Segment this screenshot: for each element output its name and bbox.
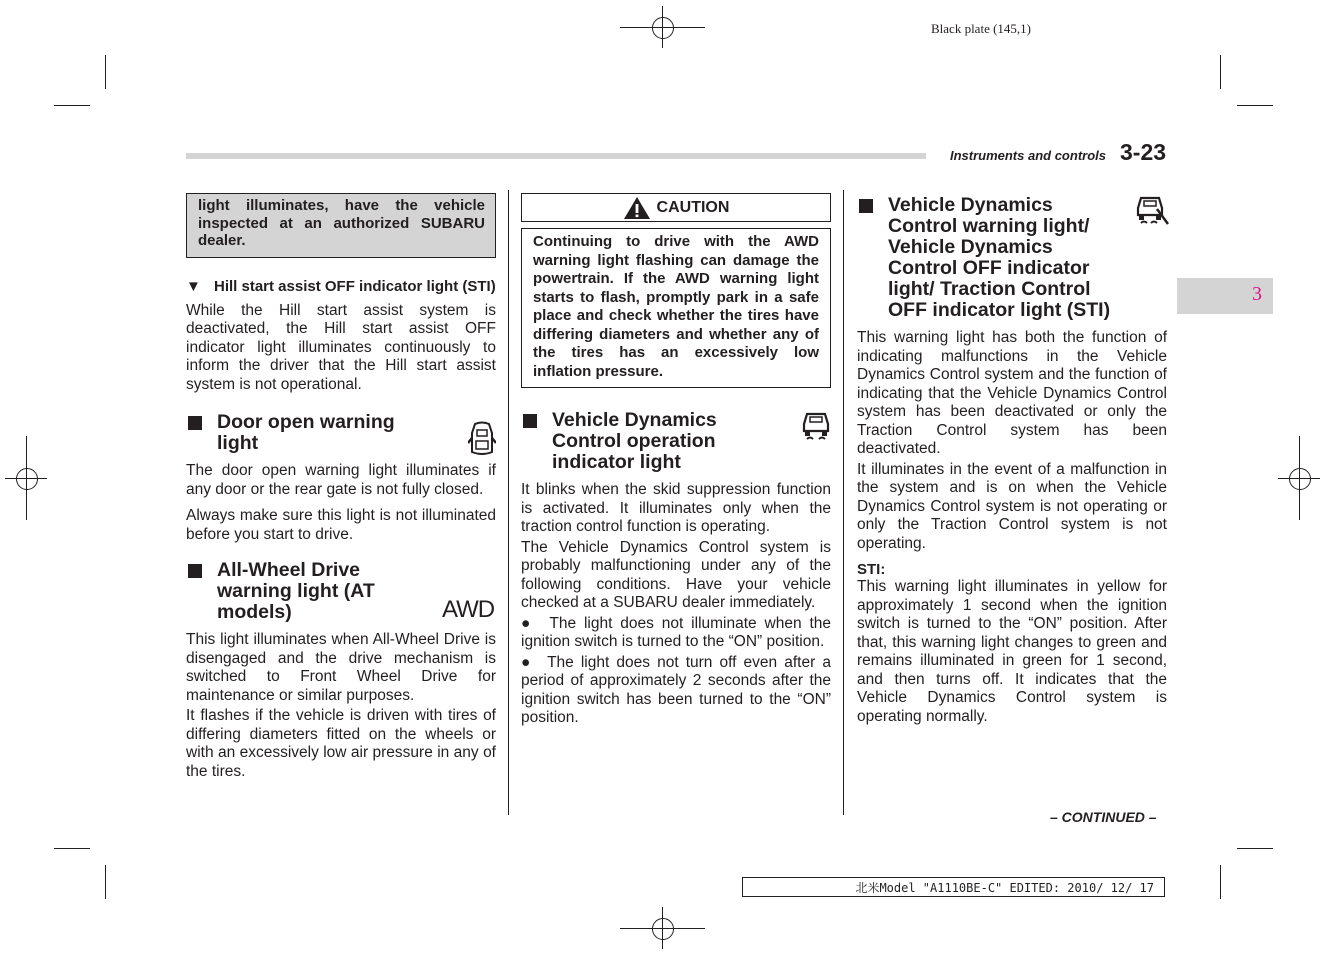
square-bullet-icon <box>859 199 873 213</box>
chapter-tab <box>1177 278 1273 314</box>
column-divider <box>843 190 844 815</box>
heading-text: Vehicle Dynamics Control warning light/ Vehicle Dynamics Control OFF indicator light/ Traction Control OFF indicator light (STI) <box>888 194 1111 321</box>
subheading <box>186 278 496 296</box>
section-heading <box>186 412 416 454</box>
section-heading <box>186 560 426 623</box>
vehicle-skid-off-icon <box>1135 195 1169 232</box>
bullet-item <box>521 654 831 728</box>
paragraph: The door open warning light illuminates if any door or the rear gate is not fully closed. <box>186 462 496 498</box>
paragraph: It flashes if the vehicle is driven with tires of differing diameters fitted on the wheels or with an excessively low air pressure in any of the tires. <box>186 707 496 780</box>
section-heading <box>857 195 1127 321</box>
paragraph: It illuminates in the event of a malfunction in the system and is on when the Vehicle Dynamics Control system is not operating or only the Traction Control system is not operating. <box>857 460 1167 552</box>
caution-header <box>521 193 831 222</box>
header-rule <box>186 153 926 159</box>
plate-label: Black plate (145,1) <box>931 21 1031 36</box>
paragraph: While the Hill start assist system is deactivated, the Hill start assist OFF indicator light illuminates continuously to inform the driver that the Hill start assist system is not operational. <box>186 301 496 393</box>
square-bullet-icon <box>188 416 202 430</box>
paragraph: This light illuminates when All-Wheel Drive is disengaged and the drive mechanism is switched to Front Wheel Drive for maintenance or similar purposes. <box>186 631 496 704</box>
door-open-icon <box>468 421 496 462</box>
column-2 <box>521 193 831 728</box>
paragraph: Always make sure this light is not illuminated before you start to drive. <box>186 507 496 543</box>
caution-text: Continuing to drive with the AWD warning light flashing can damage the powertrain. If the AWD warning light starts to flash, promptly park in a safe place and check whether the tires have differing diameters and whether any of the tires has an excessively low inflation pressure. <box>521 228 831 388</box>
square-bullet-icon <box>523 414 537 428</box>
continued-label: – CONTINUED – <box>1050 809 1157 825</box>
section-heading <box>521 410 761 473</box>
paragraph: It blinks when the skid suppression function is activated. It illuminates only when the traction control function is operating. <box>521 481 831 535</box>
awd-icon: AWD <box>442 596 495 623</box>
warning-triangle-icon <box>623 196 651 220</box>
subheading-text: Hill start assist OFF indicator light (STI) <box>214 277 496 295</box>
paragraph: This warning light has both the function of indicating malfunctions in the Vehicle Dynamics Control system and the function of indicating that the Vehicle Dynamics Control system has been deactivated or only the Traction Control system has been deactivated. <box>857 329 1167 457</box>
note-box: light illuminates, have the vehicle inspected at an authorized SUBARU dealer. <box>186 193 496 258</box>
bullet-text: The light does not turn off even after a period of approximately 2 seconds after the ignition switch has been turned to the “ON” position. <box>521 653 831 726</box>
column-3 <box>857 193 1167 726</box>
caution-title: CAUTION <box>656 198 730 216</box>
heading-text: Door open warning light <box>217 411 395 454</box>
column-1 <box>186 193 496 781</box>
sti-label: STI: <box>857 561 886 578</box>
vehicle-skid-icon <box>801 411 831 448</box>
triangle-marker-icon: ▼ <box>186 277 201 295</box>
column-divider <box>508 190 509 815</box>
page-number: 3-23 <box>1120 139 1167 165</box>
chapter-tab-number: 3 <box>1252 283 1262 305</box>
bullet-icon: ● <box>521 614 534 632</box>
paragraph: The Vehicle Dynamics Control system is probably malfunctioning under any of the following conditions. Have your vehicle checked at a SUBARU dealer immediately. <box>521 538 831 611</box>
bullet-icon: ● <box>521 653 534 671</box>
bullet-item <box>521 615 831 652</box>
bullet-text: The light does not illuminate when the ignition switch is turned to the “ON” position. <box>521 614 831 650</box>
footer-edit-info: 北米Model "A1110BE-C" EDITED: 2010/ 12/ 17 <box>742 877 1165 897</box>
square-bullet-icon <box>188 564 202 578</box>
heading-text: Vehicle Dynamics Control operation indicator light <box>552 409 717 473</box>
section-title: Instruments and controls <box>949 148 1106 163</box>
heading-text: All-Wheel Drive warning light (AT models) <box>217 559 375 623</box>
paragraph: This warning light illuminates in yellow for approximately 1 second when the ignition switch is turned to the “ON” position. After that, this warning light changes to green and remains illuminated in green for 1 second, and then turns off. It indicates that the Vehicle Dynamics Control system is operating normally. <box>857 578 1167 725</box>
